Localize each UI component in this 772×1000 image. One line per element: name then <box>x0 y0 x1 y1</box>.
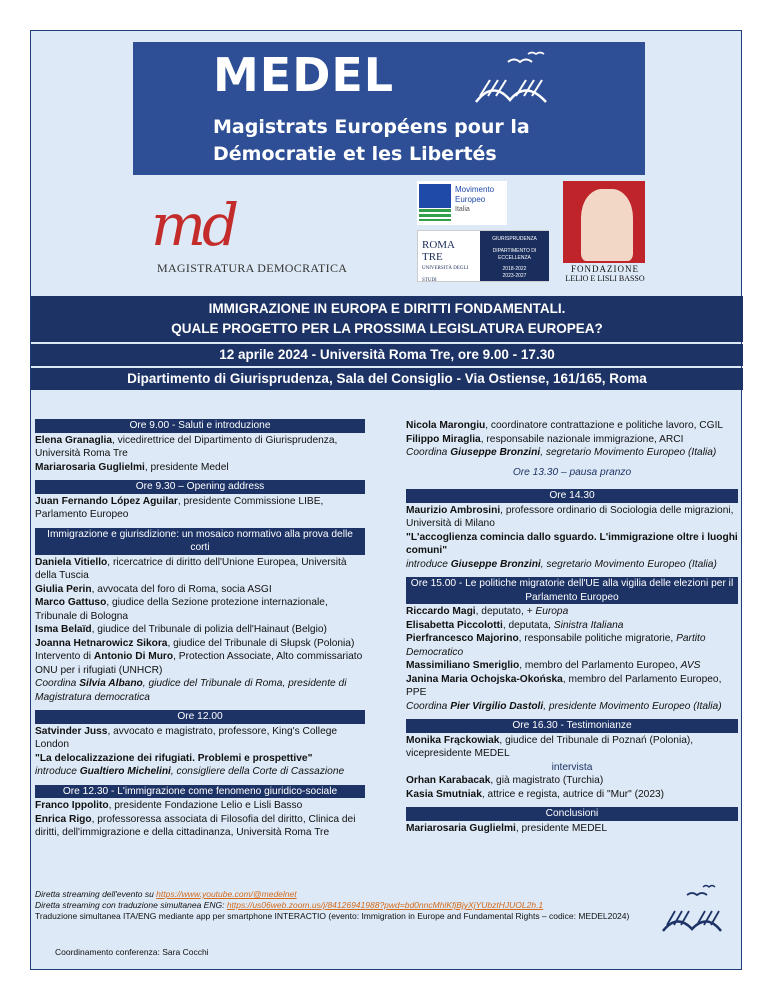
speaker-entry: Kasia Smutniak, attrice e regista, autrice di "Mur" (2023) <box>406 788 665 800</box>
speaker-entry: Elena Granaglia, vicedirettrice del Dipartimento di Giurisprudenza, Università Roma Tre <box>35 434 338 459</box>
coordinator-entry: Coordina Silvia Albano, giudice del Tribunale di Roma, presidente di Magistratura democratica <box>35 678 347 703</box>
medel-subtitle-line1: Magistrats Européens pour la <box>213 116 530 138</box>
section-body <box>406 504 738 572</box>
section-heading: Ore 16.30 - Testimonianze <box>406 719 738 733</box>
fondazione-basso-logo <box>559 181 651 283</box>
streaming-line-3: Traduzione simultanea ITA/ENG mediante app per smartphone INTERACTIO (evento: Immigration in Europe and Fundamental Rights – codice: MEDEL2024) <box>35 911 630 921</box>
speaker-entry: Elisabetta Piccolotti, deputata, Sinistra Italiana <box>406 619 624 631</box>
speaker-entry: Mariarosaria Guglielmi, presidente MEDEL <box>406 822 608 834</box>
streaming-line-2: Diretta streaming con traduzione simultanea ENG: https://us06web.zoom.us/j/84126941988?pwd=bd0nncMhlKfjBjyXjYUbztHJUOL2h.1 <box>35 900 544 910</box>
lunch-break: Ore 13.30 – pausa pranzo <box>512 466 632 478</box>
section-heading: Immigrazione e giurisdizione: un mosaico normativo alla prova delle corti <box>35 528 365 555</box>
section-heading: Ore 15.00 - Le politiche migratorie dell'UE alla vigilia delle elezioni per il Parlamento Europeo <box>406 577 738 604</box>
eu-flag-icon <box>419 184 451 208</box>
section-body <box>35 495 365 522</box>
section-heading: Ore 12.00 <box>35 710 365 724</box>
coordinator-entry: Coordina Giuseppe Bronzini, segretario Movimento Europeo (Italia) <box>406 447 717 458</box>
speaker-entry: Juan Fernando López Aguilar, presidente Commissione LIBE, Parlamento Europeo <box>35 495 324 520</box>
section-body <box>406 419 738 460</box>
speaker-entry: Marco Gattuso, giudice della Sezione protezione internazionale, Tribunale di Bologna <box>35 597 328 622</box>
roma3-right1: GIURISPRUDENZA <box>492 236 537 242</box>
title-banner <box>31 296 743 342</box>
book-birds-icon <box>468 50 558 112</box>
section-heading: Ore 14.30 <box>406 489 738 503</box>
poster <box>30 30 742 970</box>
section-body <box>406 734 738 802</box>
movimento-line2: Europeo <box>455 195 486 204</box>
roma3-line2: TRE <box>422 251 443 263</box>
section-heading: Ore 9.30 – Opening address <box>35 480 365 494</box>
roma3-right4: 2023-2027 <box>502 273 527 279</box>
fondazione-line2: LELIO E LISLI BASSO <box>565 274 645 283</box>
speaker-entry: Mariarosaria Guglielmi, presidente Medel <box>35 461 229 473</box>
movimento-europeo-logo <box>417 181 507 225</box>
title-line2: QUALE PROGETTO PER LA PROSSIMA LEGISLATURA EUROPEA? <box>171 321 603 336</box>
title-line1: IMMIGRAZIONE IN EUROPA E DIRITTI FONDAMENTALI. <box>208 301 566 316</box>
section-body <box>35 556 365 705</box>
md-logo <box>151 191 381 276</box>
fondazione-line1: FONDAZIONE <box>571 264 639 274</box>
zoom-link[interactable]: https://us06web.zoom.us/j/84126941988?pwd=bd0nncMhlKfjBjyXjYUbztHJUOL2h.1 <box>226 900 544 910</box>
section-heading: Ore 9.00 - Saluti e introduzione <box>35 419 365 433</box>
md-text: MAGISTRATURA DEMOCRATICA <box>157 261 348 275</box>
book-birds-icon <box>657 883 727 941</box>
section-heading: Ore 12.30 - L'immigrazione come fenomeno giuridico-sociale <box>35 785 365 799</box>
section-body <box>406 605 738 713</box>
date-place-banner: 12 aprile 2024 - Università Roma Tre, ore 9.00 - 17.30 <box>31 344 743 366</box>
speaker-entry: Isma Belaïd, giudice del Tribunale di polizia dell'Hainaut (Belgio) <box>35 624 327 635</box>
medel-subtitle-line2: Démocratie et les Libertés <box>213 143 497 165</box>
introducer-entry: introduce Giuseppe Bronzini, segretario Movimento Europeo (Italia) <box>406 558 717 570</box>
interview-label: intervista <box>551 761 593 773</box>
speaker-entry: Franco Ippolito, presidente Fondazione Lelio e Lisli Basso <box>35 800 303 811</box>
md-mark: md <box>151 191 236 259</box>
section-body <box>35 434 365 475</box>
youtube-link[interactable]: https://www.youtube.com/@medelnet <box>156 889 297 899</box>
speaker-entry: Riccardo Magi, deputato, + Europa <box>406 606 569 617</box>
roma3-line3: UNIVERSITÀ DEGLI STUDI <box>422 266 469 283</box>
speaker-entry: Orhan Karabacak, già magistrato (Turchia) <box>406 775 604 786</box>
section-body <box>406 822 738 836</box>
speaker-entry: Monika Frąckowiak, giudice del Tribunale di Poznań (Polonia), vicepresidente MEDEL <box>406 734 694 759</box>
section-body <box>35 725 365 779</box>
speaker-entry: Janina Maria Ochojska-Okońska, membro del Parlamento Europeo, PPE <box>406 673 722 698</box>
speaker-entry: Enrica Rigo, professoressa associata di Filosofia del diritto, Clinica dei diritti, dell'immigrazione e della cittadinanza, Università Roma Tre <box>35 813 356 838</box>
speaker-entry: Filippo Miraglia, responsabile nazionale immigrazione, ARCI <box>406 433 684 445</box>
medel-logo <box>133 42 645 175</box>
talk-title: "L'accoglienza comincia dallo sguardo. L'immigrazione oltre i luoghi comuni" <box>406 531 738 556</box>
roma3-line1: ROMA <box>422 239 456 251</box>
conference-coordination: Coordinamento conferenza: Sara Cocchi <box>55 947 209 957</box>
movimento-europeo-text <box>455 185 494 215</box>
movimento-line3: Italia <box>455 206 470 213</box>
speaker-entry: Maurizio Ambrosini, professore ordinario di Sociologia delle migrazioni, Università di Milano <box>406 504 734 529</box>
face-icon <box>581 189 633 261</box>
flag-bars-icon <box>419 209 451 221</box>
portrait-icon <box>563 181 645 263</box>
coordinator-entry: Coordina Pier Virgilio Dastoli, presidente Movimento Europeo (Italia) <box>406 700 722 712</box>
talk-title: "La delocalizzazione dei rifugiati. Problemi e prospettive" <box>35 752 313 764</box>
dipartimento-eccellenza-badge <box>480 231 549 281</box>
movimento-line1: Movimento <box>455 185 495 194</box>
streaming-line-1: Diretta streaming dell'evento su https://www.youtube.com/@medelnet <box>35 889 297 899</box>
program-left-column <box>35 419 365 846</box>
medel-title: MEDEL <box>213 48 395 102</box>
section-body <box>35 799 365 840</box>
roma-tre-logo <box>417 230 549 282</box>
introducer-entry: introduce Gualtiero Michelini, consigliere della Corte di Cassazione <box>35 766 345 777</box>
roma3-right2: DIPARTIMENTO DI ECCELLENZA <box>492 248 537 261</box>
speaker-entry: Joanna Hetnarowicz Sikora, giudice del Tribunale di Słupsk (Polonia) <box>35 637 355 649</box>
venue-banner: Dipartimento di Giurisprudenza, Sala del Consiglio - Via Ostiense, 161/165, Roma <box>31 368 743 390</box>
speaker-entry: Nicola Marongiu, coordinatore contrattazione e politiche lavoro, CGIL <box>406 420 724 431</box>
section-heading: Conclusioni <box>406 807 738 821</box>
roma-tre-name <box>422 239 478 287</box>
roma3-right3: 2018-2022 <box>502 266 527 272</box>
speaker-entry: Giulia Perin, avvocata del foro di Roma, socia ASGI <box>35 583 272 595</box>
streaming-info <box>35 889 629 922</box>
speaker-entry: Daniela Vitiello, ricercatrice di diritto dell'Unione Europea, Università della Tuscia <box>35 556 347 581</box>
program-right-column <box>406 419 738 841</box>
speaker-entry: Intervento di Antonio Di Muro, Protection Associate, Alto commissariato ONU per i rifugiati (UNHCR) <box>35 651 363 676</box>
speaker-entry: Massimiliano Smeriglio, membro del Parlamento Europeo, AVS <box>406 660 701 671</box>
speaker-entry: Satvinder Juss, avvocato e magistrato, professore, King's College London <box>35 725 338 750</box>
speaker-entry: Pierfrancesco Majorino, responsabile politiche migratorie, Partito Democratico <box>406 633 706 658</box>
